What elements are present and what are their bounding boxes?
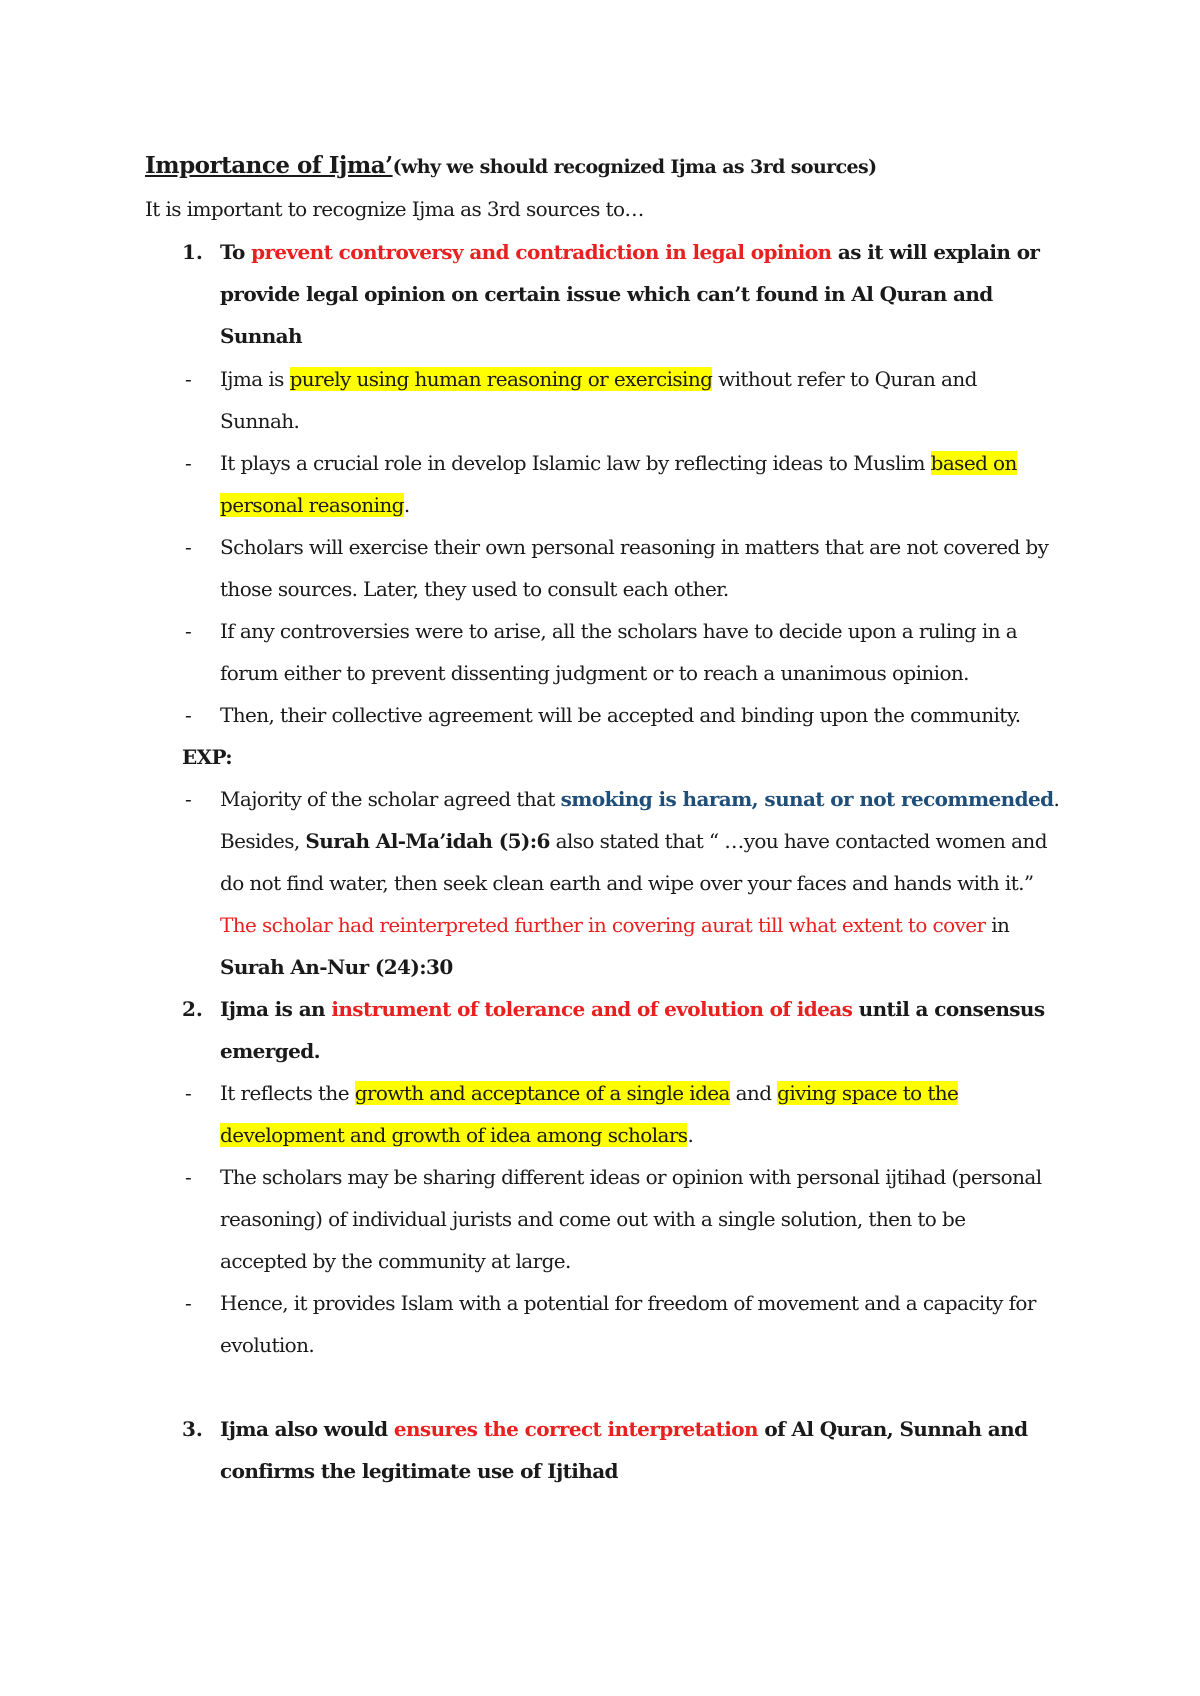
example-line2: Besides, Surah Al-Ma’idah (5):6 also stated that “ …you have contacted women and <box>220 829 1047 853</box>
example-label: EXP: <box>182 745 233 769</box>
section1-bullet3: Scholars will exercise their own personal reasoning in matters that are not covered by <box>220 535 1049 559</box>
example-line4: The scholar had reinterpreted further in covering aurat till what extent to cover in <box>220 913 1010 937</box>
bullet-dash: - <box>185 451 192 475</box>
section2-bullet3: Hence, it provides Islam with a potential for freedom of movement and a capacity for <box>220 1291 1036 1315</box>
section2-heading-line2: emerged. <box>220 1039 321 1063</box>
section2-bullet2-cont2: accepted by the community at large. <box>220 1249 571 1273</box>
section1-bullet2-cont: personal reasoning. <box>220 493 410 517</box>
section2-bullet1: It reflects the growth and acceptance of a single idea and giving space to the <box>220 1081 959 1105</box>
page-title <box>145 152 877 181</box>
section3-heading-line1: Ijma also would ensures the correct interpretation of Al Quran, Sunnah and <box>220 1417 1028 1441</box>
section2-heading-line1: Ijma is an instrument of tolerance and of evolution of ideas until a consensus <box>220 997 1045 1021</box>
section1-bullet4-cont: forum either to prevent dissenting judgment or to reach a unanimous opinion. <box>220 661 969 685</box>
section2-bullet3-cont: evolution. <box>220 1333 315 1357</box>
section2-bullet1-cont: development and growth of idea among scholars. <box>220 1123 694 1147</box>
bullet-dash: - <box>185 367 192 391</box>
section1-heading-line1: To prevent controversy and contradiction in legal opinion as it will explain or <box>220 240 1040 264</box>
section1-number: 1. <box>182 240 203 264</box>
section1-heading-line3: Sunnah <box>220 324 302 348</box>
example-line5: Surah An-Nur (24):30 <box>220 955 453 979</box>
title-main: Importance of Ijma’ <box>145 152 393 179</box>
bullet-dash: - <box>185 619 192 643</box>
section1-heading-line2: provide legal opinion on certain issue which can’t found in Al Quran and <box>220 282 993 306</box>
section3-number: 3. <box>182 1417 203 1441</box>
bullet-dash: - <box>185 703 192 727</box>
section2-number: 2. <box>182 997 203 1021</box>
example-line1: Majority of the scholar agreed that smoking is haram, sunat or not recommended. <box>220 787 1060 811</box>
bullet-dash: - <box>185 1081 192 1105</box>
section1-bullet1: Ijma is purely using human reasoning or exercising without refer to Quran and <box>220 367 977 391</box>
intro-text: It is important to recognize Ijma as 3rd sources to… <box>145 197 644 221</box>
section1-bullet3-cont: those sources. Later, they used to consult each other. <box>220 577 729 601</box>
bullet-dash: - <box>185 1165 192 1189</box>
section1-bullet1-cont: Sunnah. <box>220 409 300 433</box>
section2-bullet2-cont: reasoning) of individual jurists and come out with a single solution, then to be <box>220 1207 966 1231</box>
example-line3: do not find water, then seek clean earth and wipe over your faces and hands with it.” <box>220 871 1034 895</box>
section1-bullet4: If any controversies were to arise, all the scholars have to decide upon a ruling in a <box>220 619 1018 643</box>
bullet-dash: - <box>185 787 192 811</box>
section1-bullet5: Then, their collective agreement will be accepted and binding upon the community. <box>220 703 1021 727</box>
section3-heading-line2: confirms the legitimate use of Ijtihad <box>220 1459 618 1483</box>
title-subtitle: (why we should recognized Ijma as 3rd sources) <box>392 156 877 178</box>
bullet-dash: - <box>185 535 192 559</box>
section2-bullet2: The scholars may be sharing different ideas or opinion with personal ijtihad (personal <box>220 1165 1042 1189</box>
bullet-dash: - <box>185 1291 192 1315</box>
section1-bullet2: It plays a crucial role in develop Islamic law by reflecting ideas to Muslim based on <box>220 451 1017 475</box>
